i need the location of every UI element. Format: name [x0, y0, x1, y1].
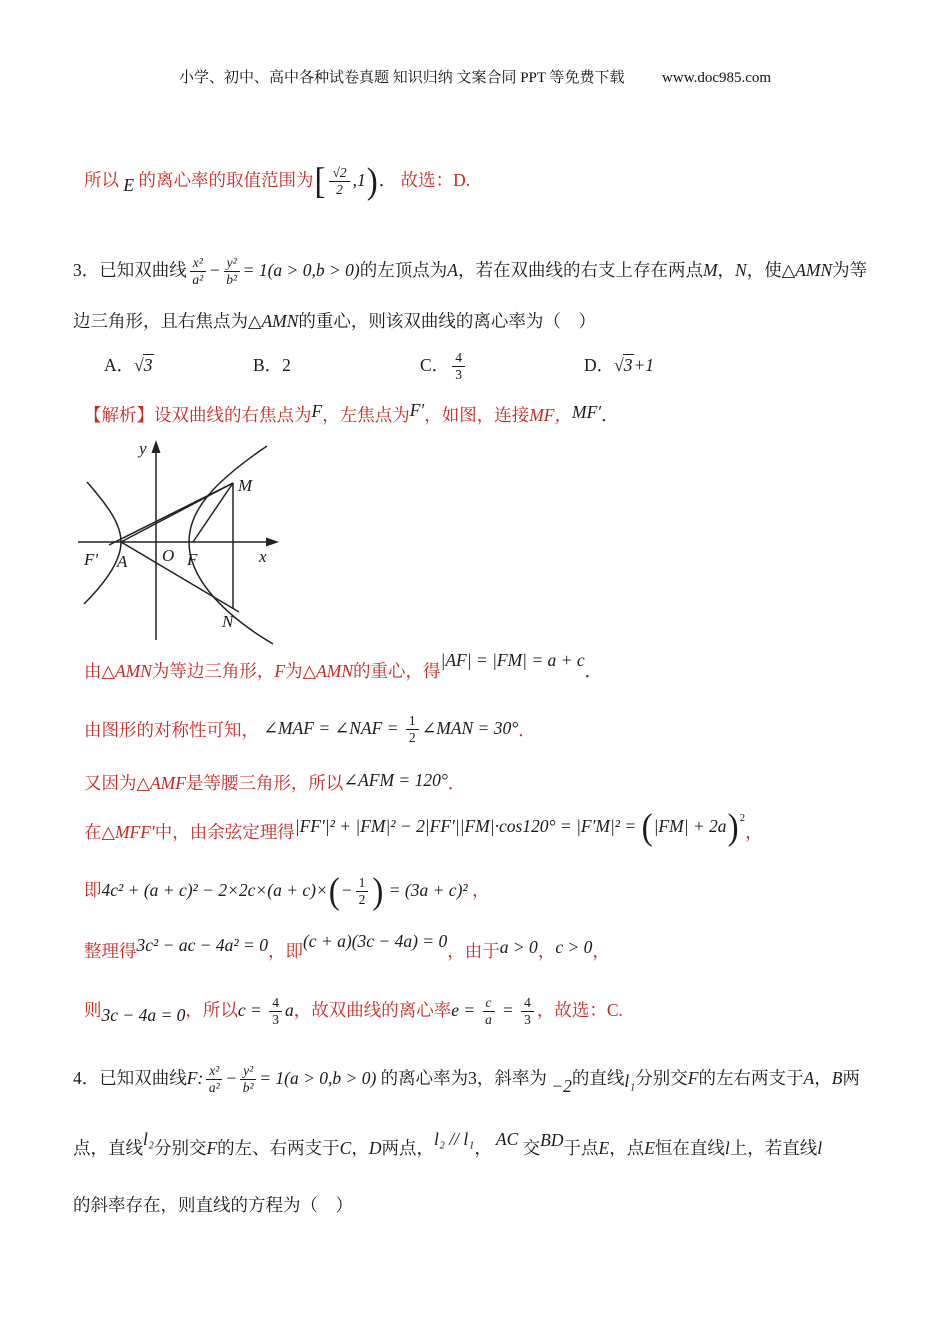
- label-m: M: [238, 476, 253, 495]
- text-fragment: l₁: [624, 1071, 636, 1091]
- fraction: $\frac{4}{3}$: [521, 995, 534, 1028]
- text-fragment: MF′: [572, 402, 602, 422]
- text-fragment: ，: [717, 260, 736, 280]
- label-n: N: [222, 612, 234, 631]
- text-fragment: D: [368, 1138, 382, 1158]
- text-fragment: ，左焦点为: [322, 405, 410, 425]
- text-fragment: ．: [584, 661, 603, 681]
- fraction: $\frac{c}{a}$: [483, 995, 495, 1028]
- text-fragment: −: [208, 260, 221, 280]
- option-d: [584, 337, 654, 393]
- text-fragment: AMF: [149, 773, 186, 793]
- fraction: $\frac{\text{y²}}{\text{b²}}$: [224, 255, 240, 288]
- text-fragment: 的左、右两支于: [217, 1138, 340, 1158]
- text-fragment: 是等腰三角形，所以: [185, 773, 344, 793]
- text-fragment: 由图形的对称性可知，: [84, 720, 259, 740]
- text-fragment: a: [284, 1000, 294, 1020]
- text-fragment: |FF′|² + |FM|² − 2|FF′||FM|·cos120° = |F′M|² =: [294, 816, 641, 836]
- text-fragment: F: [311, 401, 323, 421]
- text-fragment: (a > 0,b > 0): [267, 260, 360, 280]
- text-fragment: |FM| + 2a: [653, 816, 727, 836]
- text-fragment: M: [702, 260, 718, 280]
- question-3-line-2: [73, 308, 596, 334]
- text-fragment: 3．已知双曲线: [73, 260, 187, 280]
- label-a: A: [117, 552, 128, 571]
- text-fragment: AMN: [795, 260, 833, 280]
- fraction: $\frac{4}{3}$: [269, 995, 282, 1028]
- text-fragment: 上，若直线: [729, 1138, 818, 1158]
- text-fragment: 两点，: [381, 1138, 434, 1158]
- text-fragment: = 1(a > 0,b > 0): [259, 1068, 377, 1088]
- text-fragment: F: [206, 1138, 218, 1158]
- fraction: $\frac{4}{3}$: [452, 350, 465, 383]
- text-fragment: −2: [546, 1076, 572, 1096]
- text-fragment: 的重心，得: [353, 661, 441, 681]
- option-a: [104, 337, 154, 393]
- text-fragment: F: [687, 1068, 699, 1088]
- label-origin: O: [162, 546, 175, 565]
- text-fragment: a > 0: [499, 937, 538, 957]
- x-axis-arrow: [266, 538, 279, 547]
- text-fragment: AMN: [114, 661, 152, 681]
- text-fragment: 的重心，则该双曲线的离心率为（ ）: [298, 311, 596, 331]
- analysis-intro-line: [84, 400, 619, 430]
- label-y: y: [139, 439, 147, 458]
- text-fragment: 恒在直线: [654, 1138, 725, 1158]
- solution-step-7: [84, 982, 623, 1038]
- text-fragment: ．: [378, 170, 397, 190]
- header-promo-text: 小学、初中、高中各种试卷真题 知识归纳 文案合同 PPT 等免费下载: [178, 70, 625, 86]
- text-fragment: ，故选：: [536, 1000, 607, 1020]
- text-fragment: 【解析】设双曲线的右焦点为: [84, 405, 312, 425]
- text-fragment: ∠MAN = 30°: [421, 718, 519, 738]
- text-fragment: F:: [186, 1068, 204, 1088]
- fraction: $\frac{\text{y²}}{\text{b²}}$: [240, 1063, 256, 1096]
- text-fragment: 的直线: [571, 1068, 625, 1088]
- solution2-conclusion-line: 所以 E 的离心率的取值范围为[ $\frac{√2}{2}$ ,1)． 故选：D.: [84, 161, 471, 203]
- solution-step-4: 在△MFF′中，由余弦定理得$|FF'|^2 + |FM|^2 - 2|FF'||FM|\cdot\cos 120^\circ = |F'M|^2 = (|FM| + 2a)^2$，: [84, 807, 763, 849]
- text-fragment: 故选：: [396, 170, 454, 190]
- text-fragment: 在△: [84, 822, 115, 842]
- text-fragment: ，所以: [185, 1000, 238, 1020]
- fraction: $\frac{1}{2}$: [356, 875, 369, 908]
- text-fragment: 的左右两支于: [698, 1068, 804, 1088]
- question-4-line-3: [73, 1192, 353, 1218]
- hyperbola-figure-svg: [76, 438, 308, 648]
- text-fragment: 又因为△: [84, 773, 150, 793]
- text-fragment: 分别交: [635, 1068, 688, 1088]
- text-fragment: ．: [447, 773, 466, 793]
- text-fragment: +1: [633, 355, 655, 375]
- text-fragment: D．: [584, 355, 615, 375]
- text-fragment: 为等边三角形，: [151, 661, 275, 681]
- superscript: 2: [739, 812, 746, 825]
- option-c: [420, 337, 468, 393]
- text-fragment: 的斜率存在，则直线的方程为（ ）: [73, 1195, 353, 1215]
- text-fragment: C．: [420, 355, 450, 375]
- solution-step-3: [84, 768, 465, 798]
- text-fragment: AMN: [261, 311, 299, 331]
- label-f: F: [187, 550, 198, 569]
- text-fragment: ，即: [267, 941, 303, 961]
- text-fragment: = 1: [242, 260, 268, 280]
- text-fragment: AC: [491, 1129, 523, 1149]
- text-fragment: ，: [592, 941, 610, 961]
- square-root: √3: [614, 355, 633, 375]
- text-fragment: −: [340, 880, 353, 900]
- header-url-link[interactable]: www.doc985.com: [662, 70, 772, 86]
- text-fragment: MF，: [529, 405, 573, 425]
- text-fragment: 4c² + (a + c)² − 2×2c×(a + c)×: [101, 880, 328, 900]
- text-fragment: =: [497, 1000, 519, 1020]
- text-fragment: B．2: [253, 355, 291, 375]
- text-fragment: 边三角形，且右焦点为△: [73, 311, 262, 331]
- text-fragment: 由△: [84, 661, 115, 681]
- solution-step-1: [84, 646, 602, 696]
- text-fragment: ，: [351, 1138, 369, 1158]
- header-spacer: [628, 70, 658, 86]
- segment-MF: [193, 483, 233, 542]
- text-fragment: 所以: [84, 170, 124, 190]
- text-fragment: D.: [453, 170, 471, 190]
- label-x: x: [259, 547, 267, 566]
- text-fragment: 点，直线: [73, 1138, 143, 1158]
- text-fragment: l₂ // l₁: [433, 1129, 475, 1149]
- question-4-line-2: [73, 1120, 822, 1176]
- text-fragment: ，如图，连接: [424, 405, 530, 425]
- text-fragment: ，: [745, 822, 763, 842]
- text-fragment: 为等: [832, 260, 868, 280]
- text-fragment: ，点: [609, 1138, 645, 1158]
- text-fragment: 为△: [285, 661, 317, 681]
- fraction: $\frac{\text{x²}}{\text{a²}}$: [206, 1063, 222, 1096]
- text-fragment: ，: [537, 941, 556, 961]
- text-fragment: N: [735, 260, 747, 280]
- text-fragment: 则: [84, 1000, 102, 1020]
- solution-step-2: [84, 702, 536, 758]
- text-fragment: AMN: [316, 661, 354, 681]
- hyperbola-left-branch: [84, 482, 121, 604]
- fraction: $\frac{1}{2}$: [406, 713, 419, 746]
- text-fragment: A．: [104, 355, 135, 375]
- text-fragment: e =: [451, 1000, 480, 1020]
- text-fragment: ∠MAF = ∠NAF =: [259, 718, 403, 738]
- hyperbola-figure: [76, 438, 308, 648]
- text-fragment: 的离心率为3，斜率为: [376, 1068, 547, 1088]
- text-fragment: 3c² − ac − 4a² = 0: [136, 935, 268, 955]
- text-fragment: ．: [601, 405, 619, 425]
- text-fragment: (c + a)(3c − 4a) = 0: [302, 931, 448, 951]
- text-fragment: l: [724, 1138, 730, 1158]
- text-fragment: F: [274, 661, 286, 681]
- text-fragment: ，故双曲线的离心率: [293, 1000, 452, 1020]
- text-fragment: 4．已知双曲线: [73, 1068, 187, 1088]
- solution-step-5: 即4c² + (a + c)² − 2×2c×(a + c)×(− $\frac{1}{2}$ ) = (3a + c)² ，: [84, 871, 490, 913]
- text-fragment: 即: [84, 880, 102, 900]
- text-fragment: 的离心率的取值范围为: [134, 170, 314, 190]
- text-fragment: 两: [842, 1068, 860, 1088]
- text-fragment: E: [644, 1138, 655, 1158]
- text-fragment: l₂: [143, 1129, 154, 1149]
- text-fragment: ,1: [352, 170, 366, 190]
- text-fragment: C: [339, 1138, 352, 1158]
- option-b: [253, 337, 291, 393]
- text-fragment: BD: [540, 1130, 564, 1150]
- text-fragment: F′: [409, 400, 425, 420]
- text-fragment: c =: [237, 1000, 267, 1020]
- text-fragment: |AF| = |FM| = a + c: [440, 650, 585, 670]
- text-fragment: l: [817, 1138, 823, 1158]
- text-fragment: E: [123, 175, 135, 195]
- text-fragment: = (3a + c)²: [384, 880, 468, 900]
- text-fragment: 交: [522, 1138, 541, 1158]
- text-fragment: A: [447, 260, 458, 280]
- segment-AN: [121, 542, 239, 612]
- text-fragment: ，: [814, 1068, 832, 1088]
- segment-MFprime: [109, 483, 233, 545]
- y-axis-arrow: [152, 440, 161, 453]
- text-fragment: ，: [474, 1138, 492, 1158]
- text-fragment: ．: [518, 720, 536, 740]
- text-fragment: c > 0: [555, 937, 593, 957]
- text-fragment: 中，由余弦定理得: [154, 822, 295, 842]
- text-fragment: A: [803, 1068, 815, 1088]
- question-3-line-1: [73, 242, 867, 298]
- text-fragment: 3c − 4a = 0: [101, 1005, 186, 1025]
- text-fragment: C.: [606, 1000, 623, 1020]
- text-fragment: B: [831, 1068, 843, 1088]
- label-f-prime: F′: [84, 550, 99, 569]
- square-root: √3: [134, 355, 153, 375]
- text-fragment: MFF′: [114, 822, 155, 842]
- text-fragment: ，由于: [447, 941, 500, 961]
- question-4-line-1: [73, 1048, 860, 1108]
- text-fragment: 整理得: [84, 941, 137, 961]
- text-fragment: ，若在双曲线的右支上存在两点: [457, 260, 703, 280]
- text-fragment: ，使△: [746, 260, 796, 280]
- solution-step-6: [84, 928, 610, 974]
- text-fragment: −: [225, 1068, 238, 1088]
- text-fragment: E: [598, 1138, 610, 1158]
- text-fragment: ∠AFM = 120°: [343, 770, 448, 790]
- text-fragment: 分别交: [153, 1138, 207, 1158]
- text-fragment: 的左顶点为: [359, 260, 448, 280]
- page-header: [0, 66, 950, 90]
- text-fragment: ，: [467, 880, 490, 900]
- fraction: $\frac{√2}{2}$: [329, 165, 349, 198]
- text-fragment: 于点: [563, 1138, 599, 1158]
- fraction: $\frac{\text{x²}}{\text{a²}}$: [190, 255, 206, 288]
